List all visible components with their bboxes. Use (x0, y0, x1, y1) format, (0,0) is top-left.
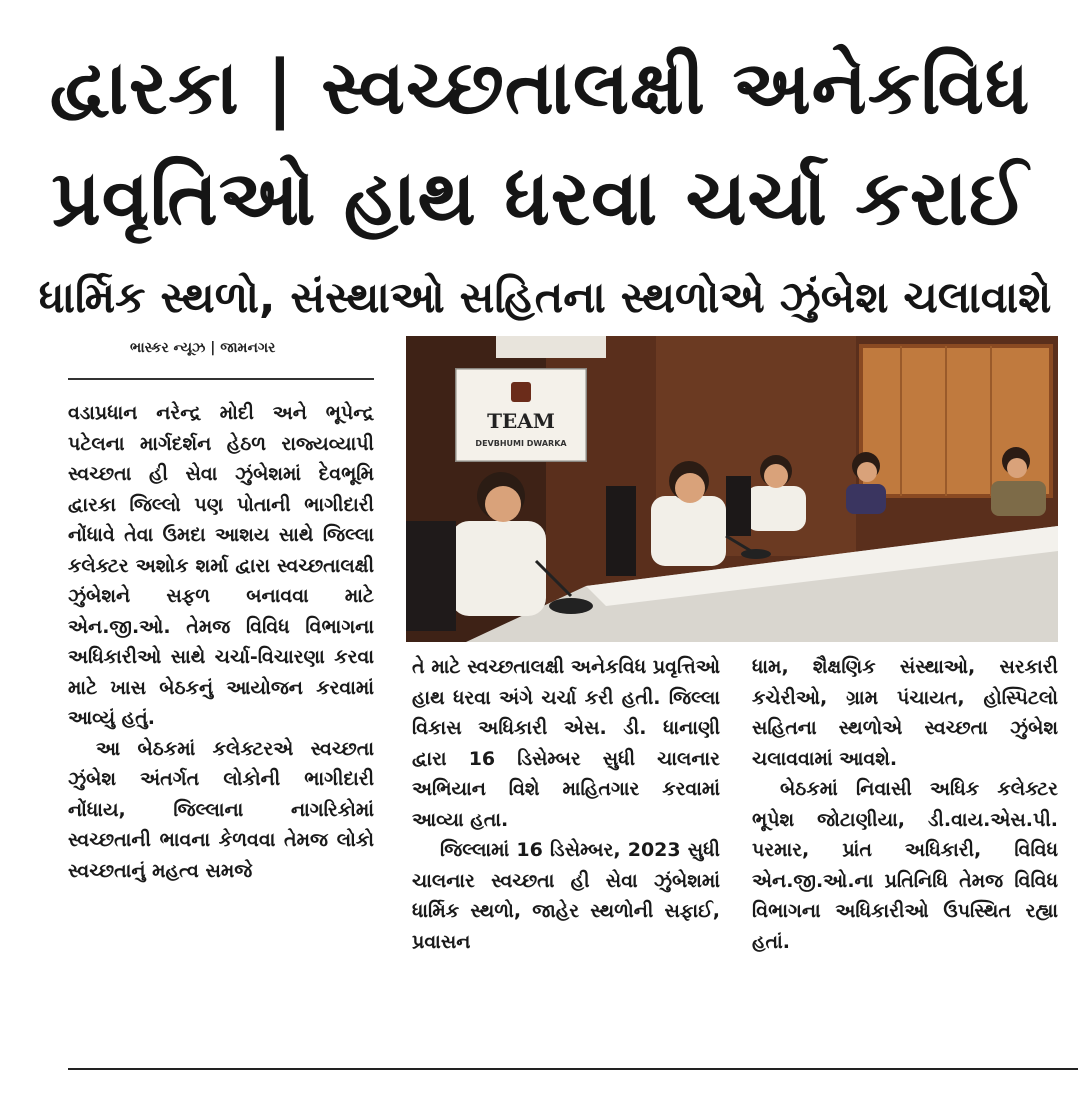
byline-divider (68, 378, 374, 380)
bottom-divider (68, 1068, 1078, 1070)
byline: ભાસ્કર ન્યૂઝ | જામનગર (130, 340, 276, 356)
team-sign (455, 368, 587, 462)
team-sign-board (455, 368, 587, 462)
subheadline: ધાર્મિક સ્થળો, સંસ્થાઓ સહિતના સ્થળોએ ઝુંબેશ ચલાવાશે (38, 273, 1052, 323)
column2-paragraph-2: જિલ્લામાં 16 ડિસેમ્બર, 2023 સુધી ચાલનાર સ્વચ્છતા હી સેવા ઝુંબેશમાં ધાર્મિક સ્થળો, જાહેર સ્થળોની સફાઈ, પ્રવાસન (412, 839, 720, 953)
headline-line-1: દ્વારકા | સ્વચ્છતાલક્ષી અનેકવિધ (49, 45, 1031, 131)
column2-paragraph-1: તે માટે સ્વચ્છતાલક્ષી અનેકવિધ પ્રવૃત્તિઓ હાથ ધરવા અંગે ચર્ચા કરી હતી. જિલ્લા વિકાસ અધિકારી એસ. ડી. ધાનાણી દ્વારા 16 ડિસેમ્બર સુધી ચાલનાર અભિયાન વિશે માહિતગાર કરવામાં આવ્યા હતા. (412, 656, 720, 831)
column3-paragraph-1: ધામ, શૈક્ષણિક સંસ્થાઓ, સરકારી કચેરીઓ, ગ્રામ પંચાયત, હોસ્પિટલો સહિતના સ્થળોએ સ્વચ્છતા ઝુંબેશ ચલાવવામાં આવશે. (752, 656, 1058, 770)
sign-title: TEAM (487, 409, 555, 433)
article-column-3 (752, 652, 1058, 1068)
sign-subtitle: DEVBHUMI DWARKA (475, 439, 567, 448)
emblem-icon (511, 382, 531, 402)
column1-paragraph-2: આ બેઠકમાં કલેક્ટરએ સ્વચ્છતા ઝુંબેશ અંતર્ગત લોકોની ભાગીદારી નોંધાય, જિલ્લાના નાગરિકોમાં સ્વચ્છતાની ભાવના કેળવવા તેમજ લોકો સ્વચ્છતાનું મહત્વ સમજે (68, 737, 374, 882)
column1-paragraph-1: વડાપ્રધાન નરેન્દ્ર મોદી અને ભૂપેન્દ્ર પટેલના માર્ગદર્શન હેઠળ રાજ્યવ્યાપી સ્વચ્છતા હી સેવા ઝુંબેશમાં દેવભૂમિ દ્વારકા જિલ્લો પણ પોતાની ભાગીદારી નોંધાવે તેવા ઉમદા આશય સાથે જિલ્લા કલેક્ટર અશોક શર્મા દ્વારા સ્વચ્છતાલક્ષી ઝુંબેશને સફળ બનાવવા માટે એન.જી.ઓ. તેમજ વિવિધ વિભાગના અધિકારીઓ સાથે ચર્ચા-વિચારણા કરવા માટે ખાસ બેઠકનું આયોજન કરવામાં આવ્યું હતું. (68, 402, 374, 729)
column3-paragraph-2: બેઠકમાં નિવાસી અધિક કલેક્ટર ભૂપેશ જોટાણીયા, ડી.વાય.એસ.પી. પરમાર, પ્રાંત અધિકારી, વિવિધ એન.જી.ઓ.ના પ્રતિનિધિ તેમજ વિવિધ વિભાગના અધિકારીઓ ઉપસ્થિત રહ્યા હતાં. (752, 778, 1058, 953)
headline-line-2: પ્રવૃતિઓ હાથ ધરવા ચર્ચા કરાઈ (51, 153, 1029, 242)
article-column-1 (68, 398, 374, 1068)
article-column-2 (412, 652, 720, 1068)
